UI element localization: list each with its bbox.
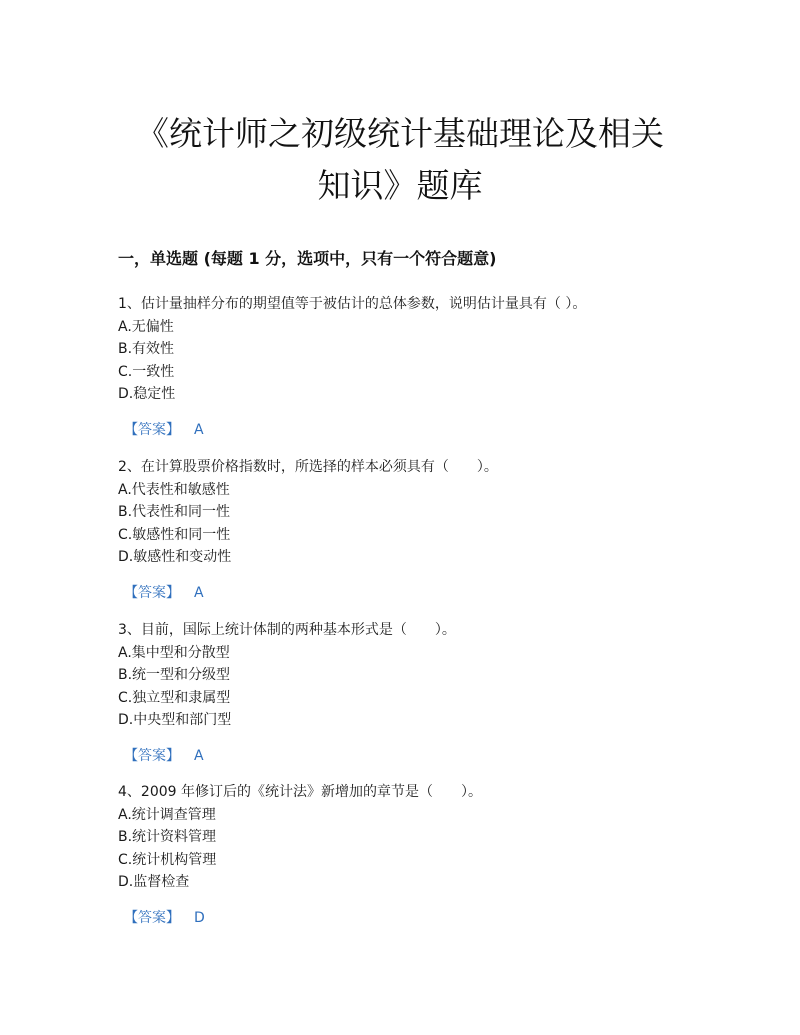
option-b: B.代表性和同一性 [118,504,231,520]
option-a: A.代表性和敏感性 [118,481,230,498]
answer-label: 【答案】 [124,584,180,601]
question-stem: 2、在计算股票价格指数时，所选择的样本必须具有（ ）。 [118,459,498,475]
option-d: D.敏感性和变动性 [118,549,232,565]
option-a: A.统计调查管理 [118,806,216,823]
option-d: D.稳定性 [118,386,176,402]
option-c: C.敏感性和同一性 [118,526,231,543]
option-a: A.无偏性 [118,318,174,335]
question-stem: 4、2009 年修订后的《统计法》新增加的章节是（ ）。 [118,784,482,800]
answer-value: A [194,747,204,764]
question-block [118,293,718,440]
answer-line [118,583,718,603]
question-block [118,619,718,766]
section-heading: 一，单选题 (每题 1 分，选项中，只有一个符合题意) [118,249,497,268]
question-block [118,456,718,603]
answer-label: 【答案】 [124,421,180,438]
answer-line [118,420,718,440]
option-b: B.统计资料管理 [118,829,217,845]
answer-line [118,746,718,766]
question-stem: 3、目前，国际上统计体制的两种基本形式是（ ）。 [118,622,456,638]
option-b: B.有效性 [118,341,175,357]
option-c: C.独立型和隶属型 [118,689,231,706]
answer-label: 【答案】 [124,909,180,926]
question-block [118,781,718,928]
title-line-2: 知识》题库 [317,166,483,205]
option-c: C.统计机构管理 [118,851,217,868]
answer-line [118,908,718,928]
option-d: D.中央型和部门型 [118,712,232,728]
answer-label: 【答案】 [124,747,180,764]
option-c: C.一致性 [118,363,175,380]
answer-value: D [194,909,205,926]
question-stem: 1、估计量抽样分布的期望值等于被估计的总体参数，说明估计量具有（ ）。 [118,296,587,312]
document-title [100,108,700,212]
title-line-1: 《统计师之初级统计基础理论及相关 [136,114,664,153]
option-b: B.统一型和分级型 [118,667,231,683]
answer-value: A [194,584,204,601]
option-d: D.监督检查 [118,874,190,890]
option-a: A.集中型和分散型 [118,644,230,661]
answer-value: A [194,421,204,438]
